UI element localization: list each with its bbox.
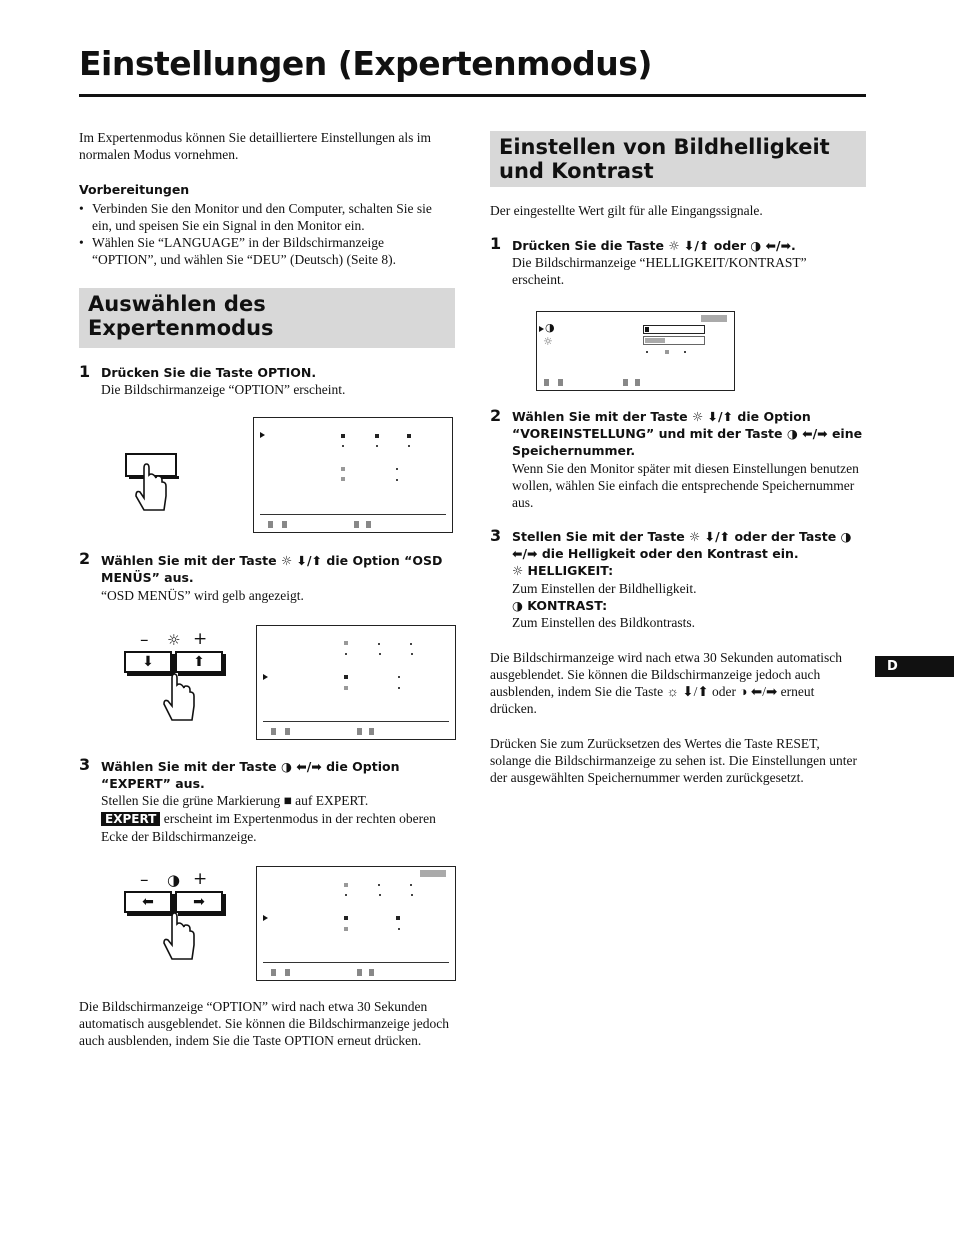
osd-screen-osd-menus <box>256 625 456 740</box>
cursor-arrow-icon <box>539 326 544 332</box>
contrast-icon: ◑ <box>167 871 181 889</box>
sun-icon: ☼ <box>543 335 553 348</box>
option-button-illustration <box>124 452 180 516</box>
left-arrow-icon: ⬅ <box>142 894 154 910</box>
step-number: 2 <box>490 406 502 425</box>
osd-adjust-icon <box>366 521 371 528</box>
step-title: Wählen Sie mit der Taste ☼ ⬇/⬆ die Option “VOREINSTELLUNG” und mit der Taste ◑ ⬅/➡ eine Speichernummer. <box>512 409 863 458</box>
expert-indicator <box>701 315 727 322</box>
osd-adjust-icon <box>354 521 359 528</box>
step-title: Drücken Sie die Taste OPTION. <box>101 365 317 380</box>
step-number: 1 <box>79 362 91 381</box>
intro-text: Im Expertenmodus können Sie detailliertere Einstellungen als im normalen Modus vornehmen. <box>79 130 432 162</box>
osd-adjust-icon <box>369 728 374 735</box>
hand-icon <box>160 670 200 730</box>
osd-screen-option <box>253 417 453 533</box>
right-para-reset: Drücken Sie zum Zurücksetzen des Wertes die Taste RESET, solange die Bildschirmanzeige zu sehen ist. Die Einstellungen unter der ausgewählten Speichernummer werden zurückgesetzt. <box>490 736 858 785</box>
osd-select-icon <box>544 379 549 386</box>
step-title: Stellen Sie mit der Taste ☼ ⬇/⬆ oder der Taste ◑ ⬅/➡ die Helligkeit oder den Kontrast ein. <box>512 529 852 561</box>
plus-label: + <box>193 869 208 889</box>
section-heading-expert: Auswählen des Expertenmodus <box>79 288 455 348</box>
right-para-hide: Die Bildschirmanzeige wird nach etwa 30 Sekunden automatisch ausgeblendet. Sie können die Bildschirmanzeige jedoch auch ausblenden, indem Sie die Taste ☼ ⬇/⬆ oder ◑ ⬅/➡ erneut drücken. <box>490 650 843 716</box>
step-desc: Die Bildschirmanzeige “OPTION” erscheint. <box>101 382 346 397</box>
prep-item: • Verbinden Sie den Monitor und den Computer, schalten Sie sie ein, und speisen Sie ein Signal in den Monitor ein. <box>79 200 451 234</box>
right-intro: Der eingestellte Wert gilt für alle Eingangssignale. <box>490 203 763 218</box>
step-number: 3 <box>490 526 502 545</box>
minus-label: – <box>140 630 149 650</box>
osd-select-icon <box>271 728 276 735</box>
osd-select-icon <box>285 969 290 976</box>
step-desc: Stellen Sie die grüne Markierung ■ auf EXPERT. <box>101 793 369 808</box>
contrast-slider <box>643 325 705 334</box>
step-desc-expert: EXPERT erscheint im Expertenmodus in der rechten oberen Ecke der Bildschirmanzeige. <box>101 811 436 844</box>
section-heading-brightness: Einstellen von Bildhelligkeit und Kontrast <box>490 131 866 187</box>
step-desc: Die Bildschirmanzeige “HELLIGKEIT/KONTRAST” erscheint. <box>512 255 807 287</box>
step-title: Drücken Sie die Taste ☼ ⬇/⬆ oder ◑ ⬅/➡. <box>512 238 796 253</box>
expert-indicator <box>420 870 446 877</box>
osd-select-icon <box>268 521 273 528</box>
osd-adjust-icon <box>369 969 374 976</box>
step-title: Wählen Sie mit der Taste ☼ ⬇/⬆ die Option “OSD MENÜS” aus. <box>101 553 443 585</box>
sun-icon: ☼ <box>167 631 181 649</box>
helligkeit-desc: Zum Einstellen der Bildhelligkeit. <box>512 581 697 596</box>
osd-select-icon <box>285 728 290 735</box>
kontrast-desc: Zum Einstellen des Bildkontrasts. <box>512 615 695 630</box>
plus-label: + <box>193 629 208 649</box>
language-tab: D <box>875 656 954 677</box>
cursor-arrow-icon <box>263 915 268 921</box>
expert-badge: EXPERT <box>101 812 160 826</box>
osd-screen-brightness-contrast <box>536 311 735 391</box>
step-number: 3 <box>79 755 91 774</box>
title-rule <box>79 94 866 97</box>
osd-adjust-icon <box>357 969 362 976</box>
step-desc: Wenn Sie den Monitor später mit diesen Einstellungen benutzen wollen, wählen Sie einfach die entsprechende Speichernummer aus. <box>512 461 859 510</box>
osd-screen-expert <box>256 866 456 981</box>
prep-item: • Wählen Sie “LANGUAGE” in der Bildschirmanzeige “OPTION”, und wählen Sie “DEU” (Deutsch) (Seite 8). <box>79 234 451 268</box>
step-number: 1 <box>490 234 502 253</box>
right-arrow-icon: ➡ <box>193 894 205 910</box>
cursor-arrow-icon <box>260 432 265 438</box>
down-arrow-icon: ⬇ <box>142 654 154 670</box>
prep-heading: Vorbereitungen <box>79 182 190 197</box>
osd-adjust-icon <box>623 379 628 386</box>
osd-adjust-icon <box>635 379 640 386</box>
osd-select-icon <box>271 969 276 976</box>
kontrast-label: ◑ KONTRAST: <box>512 598 608 613</box>
cursor-arrow-icon <box>263 674 268 680</box>
minus-label: – <box>140 870 149 890</box>
osd-select-icon <box>282 521 287 528</box>
helligkeit-label: ☼ HELLIGKEIT: <box>512 563 614 578</box>
osd-select-icon <box>558 379 563 386</box>
step-desc: “OSD MENÜS” wird gelb angezeigt. <box>101 588 304 603</box>
brightness-slider <box>643 336 705 345</box>
up-arrow-icon: ⬆ <box>193 654 205 670</box>
prep-list <box>79 200 451 268</box>
left-footer-text: Die Bildschirmanzeige “OPTION” wird nach etwa 30 Sekunden automatisch ausgeblendet. Sie können die Bildschirmanzeige jedoch auch ausblenden, indem Sie die Taste OPTION erneut drücken. <box>79 999 450 1048</box>
step-number: 2 <box>79 549 91 568</box>
hand-icon <box>160 909 200 969</box>
contrast-icon: ◑ <box>545 321 555 334</box>
page-title: Einstellungen (Expertenmodus) <box>79 44 652 83</box>
osd-adjust-icon <box>357 728 362 735</box>
step-title: Wählen Sie mit der Taste ◑ ⬅/➡ die Option “EXPERT” aus. <box>101 759 400 791</box>
